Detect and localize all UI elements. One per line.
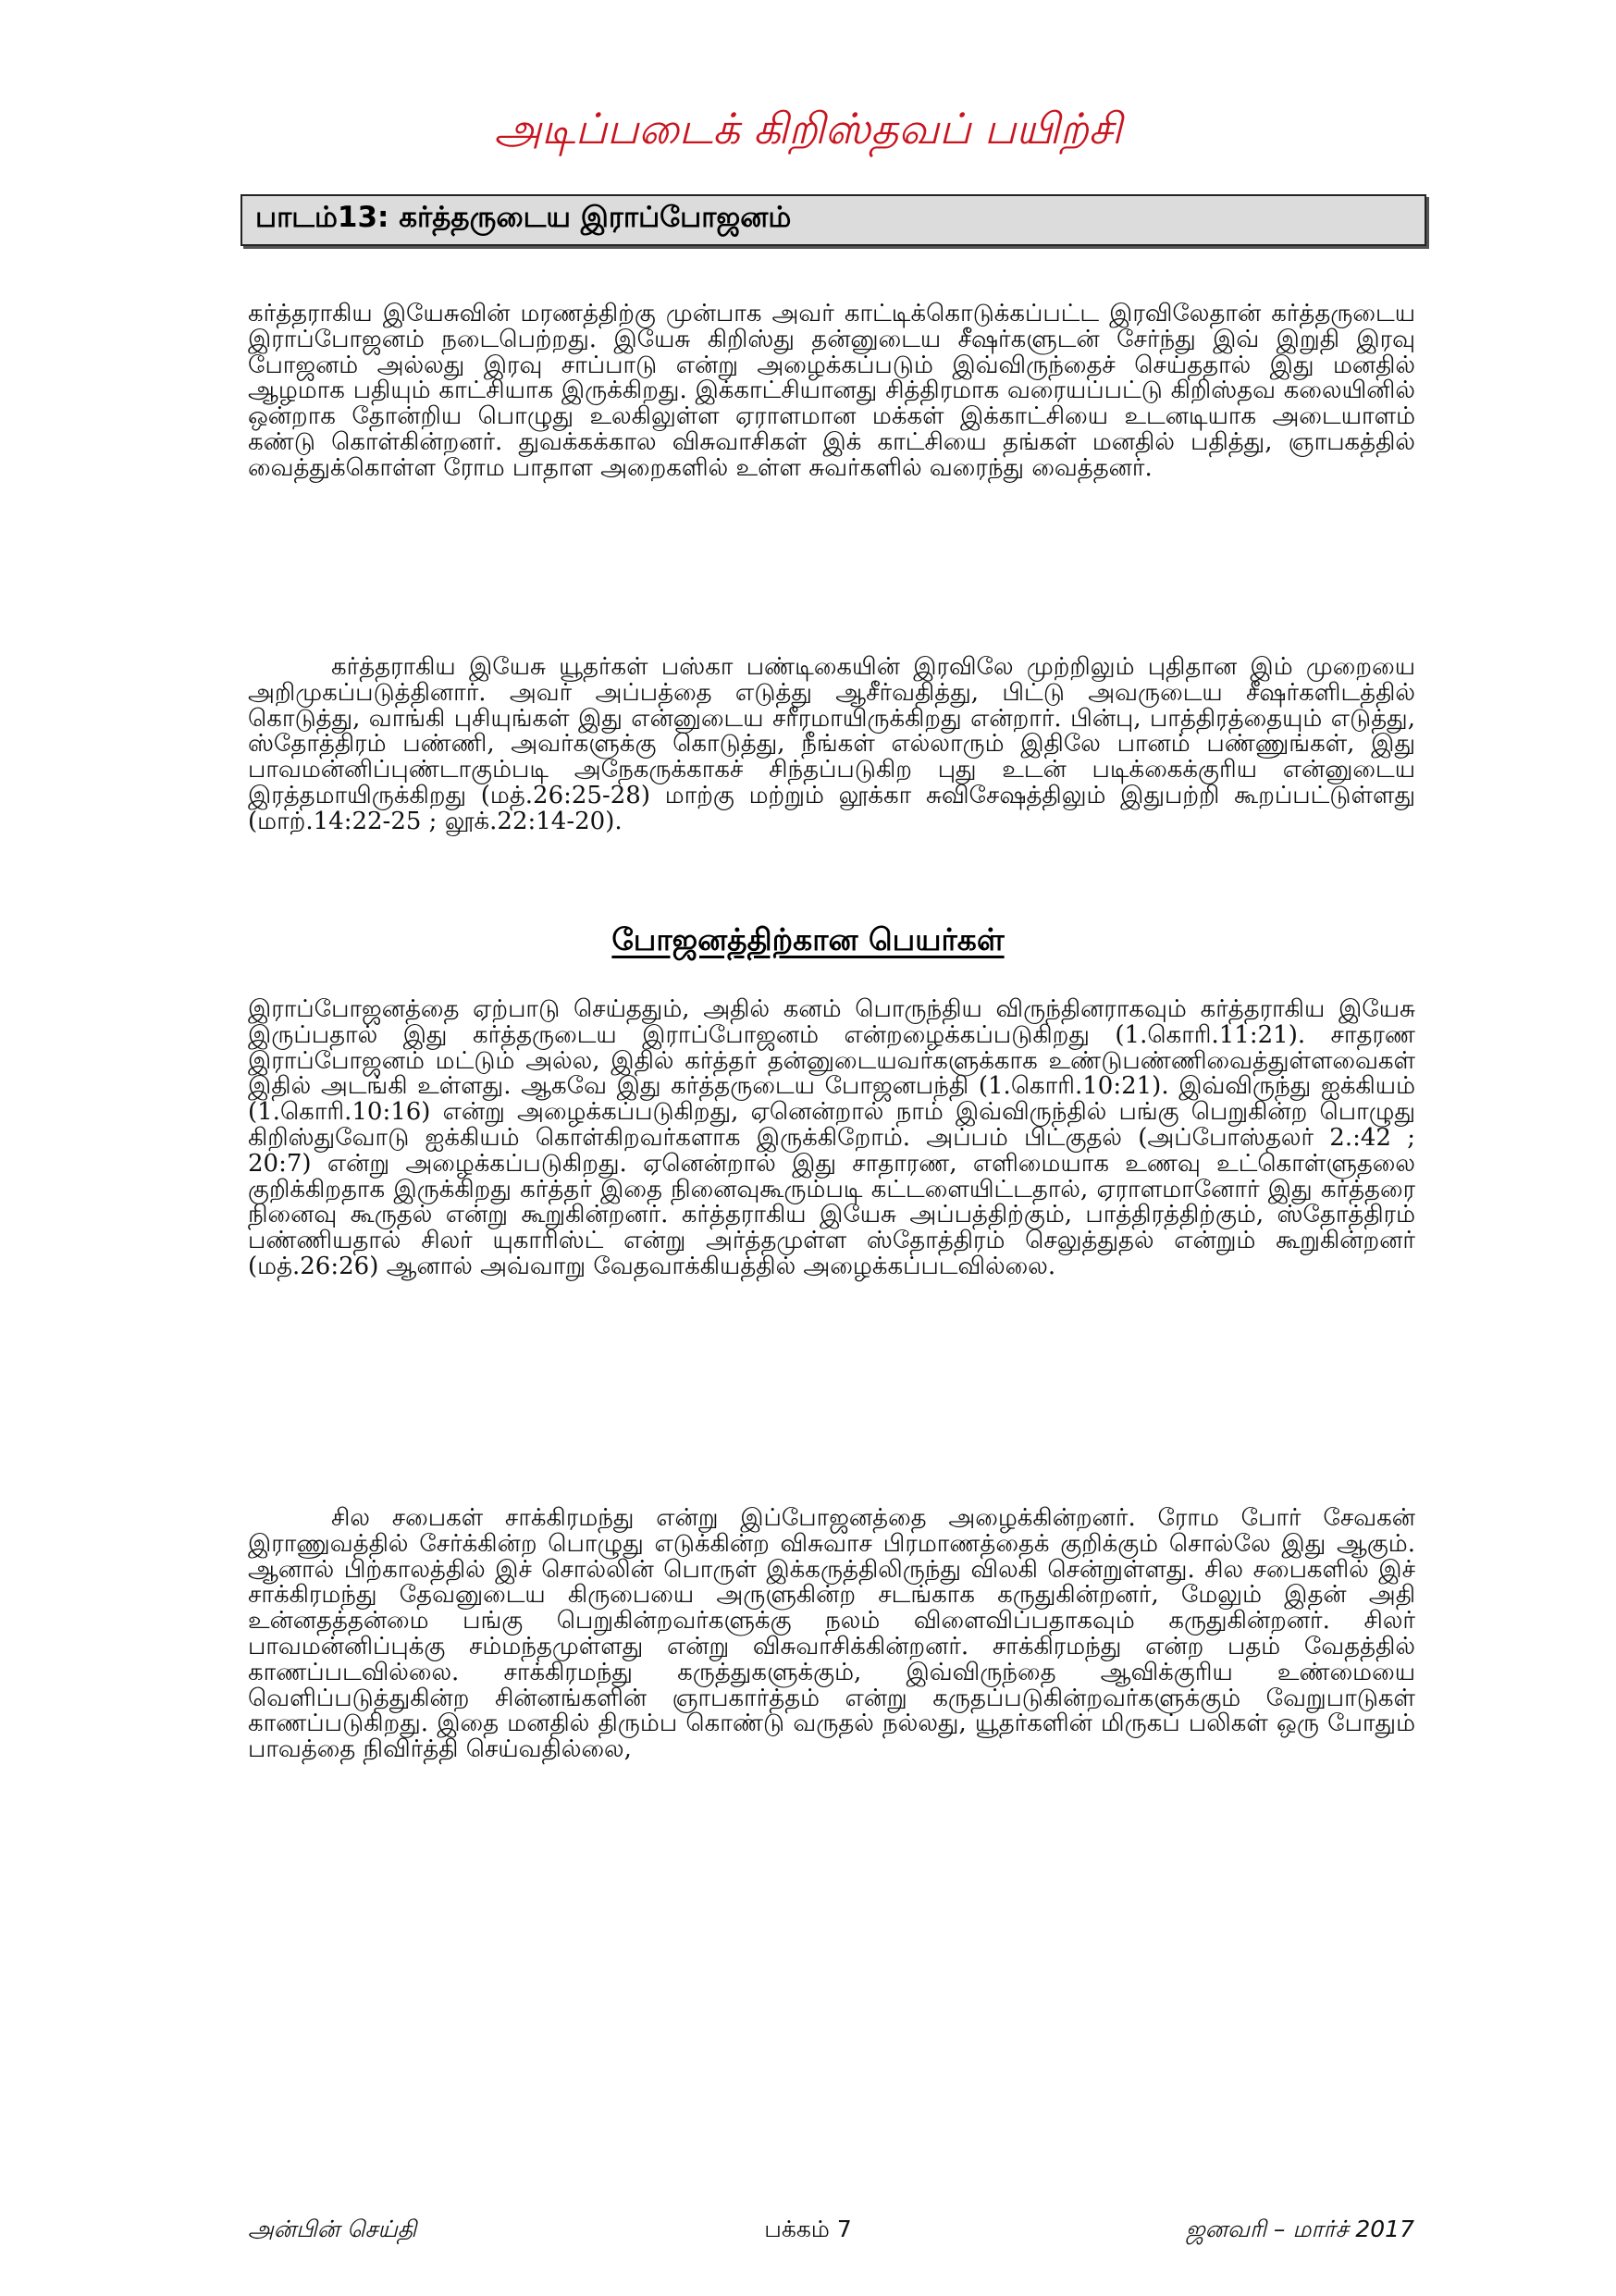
footer-page-number: பக்கம் 7	[764, 2216, 852, 2242]
paragraph-passover: கர்த்தராகிய இயேசு யூதர்கள் பஸ்கா பண்டிகையின் இரவிலே முற்றிலும் புதிதான இம் முறையை அறிமுகப்படுத்தினார். அவர் அப்பத்தை எடுத்து ஆசீர்வதித்து, பிட்டு அவருடைய சீஷர்களிடத்தில் கொடுத்து, வாங்கி புசியுங்கள் இது என்னுடைய சரீரமாயிருக்கிறது என்றார். பின்பு, பாத்திரத்தையும் எடுத்து, ஸ்தோத்திரம் பண்ணி, அவர்களுக்கு கொடுத்து, நீங்கள் எல்லாரும் இதிலே பானம் பண்ணுங்கள், இது பாவமன்னிப்புண்டாகும்படி அநேகருக்காகச் சிந்தப்படுகிற புது உடன் படிக்கைக்குரிய என்னுடைய இரத்தமாயிருக்கிறது (மத்.26:25-28) மாற்கு மற்றும் லூக்கா சுவிசேஷத்திலும் இதுபற்றி கூறப்பட்டுள்ளது (மாற்.14:22-25 ; லூக்.22:14-20).	[248, 653, 1415, 835]
page-header-title: அடிப்படைக் கிறிஸ்தவப் பயிற்சி	[494, 104, 1122, 154]
lesson-title-box	[241, 194, 1426, 246]
paragraph-intro: கர்த்தராகிய இயேசுவின் மரணத்திற்கு முன்பாக அவர் காட்டிக்கொடுக்கப்பட்ட இரவிலேதான் கர்த்தருடைய இராப்போஜனம் நடைபெற்றது. இயேசு கிறிஸ்து தன்னுடைய சீஷர்களுடன் சேர்ந்து இவ் இறுதி இரவு போஜனம் அல்லது இரவு சாப்பாடு என்று அழைக்கப்படும் இவ்விருந்தைச் செய்ததால் இது மனதில் ஆழமாக பதியும் காட்சியாக இருக்கிறது. இக்காட்சியானது சித்திரமாக வரையப்பட்டு கிறிஸ்தவ கலையினில் ஒன்றாக தோன்றிய பொழுது உலகிலுள்ள ஏராளமான மக்கள் இக்காட்சியை உடனடியாக அடையாளம் கண்டு கொள்கின்றனர். துவக்கக்கால விசுவாசிகள் இக் காட்சியை தங்கள் மனதில் பதித்து, ஞாபகத்தில் வைத்துக்கொள்ள ரோம பாதாள அறைகளில் உள்ள சுவர்களில் வரைந்து வைத்தனர்.	[248, 300, 1415, 482]
paragraph-names: இராப்போஜனத்தை ஏற்பாடு செய்ததும், அதில் கனம் பொருந்திய விருந்தினராகவும் கர்த்தராகிய இயேசு இருப்பதால் இது கர்த்தருடைய இராப்போஜனம் என்றழைக்கப்படுகிறது (1.கொரி.11:21). சாதரண இராப்போஜனம் மட்டும் அல்ல, இதில் கர்த்தர் தன்னுடையவர்களுக்காக உண்டுபண்ணிவைத்துள்ளவைகள் இதில் அடங்கி உள்ளது. ஆகவே இது கர்த்தருடைய போஜனபந்தி (1.கொரி.10:21). இவ்விருந்து ஐக்கியம் (1.கொரி.10:16) என்று அழைக்கப்படுகிறது, ஏனென்றால் நாம் இவ்விருந்தில் பங்கு பெறுகின்ற பொழுது கிறிஸ்துவோடு ஐக்கியம் கொள்கிறவர்களாக இருக்கிறோம். அப்பம் பிட்குதல் (அப்போஸ்தலர் 2.:42 ; 20:7) என்று அழைக்கப்படுகிறது. ஏனென்றால் இது சாதாரண, எளிமையாக உணவு உட்கொள்ளுதலை குறிக்கிறதாக இருக்கிறது கர்த்தர் இதை நினைவுகூரும்படி கட்டளையிட்டதால், ஏராளமானோர் இது கர்த்தரை நினைவு கூருதல் என்று கூறுகின்றனர். கர்த்தராகிய இயேசு அப்பத்திற்கும், பாத்திரத்திற்கும், ஸ்தோத்திரம் பண்ணியதால் சிலர் யுகாரிஸ்ட் என்று அர்த்தமுள்ள ஸ்தோத்திரம் செலுத்துதல் என்றும் கூறுகின்றனர் (மத்.26:26) ஆனால் அவ்வாறு வேதவாக்கியத்தில் அழைக்கப்படவில்லை.	[248, 995, 1415, 1280]
section-heading-text: போஜனத்திற்கான பெயர்கள்	[611, 921, 1005, 957]
footer-publication: அன்பின் செய்தி	[248, 2216, 417, 2242]
lesson-title: பாடம்13: கர்த்தருடைய இராப்போஜனம்	[255, 201, 792, 234]
paragraph-sacrament: சில சபைகள் சாக்கிரமந்து என்று இப்போஜனத்தை அழைக்கின்றனர். ரோம போர் சேவகன் இராணுவத்தில் சேர்க்கின்ற பொழுது எடுக்கின்ற விசுவாச பிரமாணத்தைக் குறிக்கும் சொல்லே இது ஆகும். ஆனால் பிற்காலத்தில் இச் சொல்லின் பொருள் இக்கருத்திலிருந்து விலகி சென்றுள்ளது. சில சபைகளில் இச் சாக்கிரமந்து தேவனுடைய கிருபையை அருளுகின்ற சடங்காக கருதுகின்றனர், மேலும் இதன் அதி உன்னதத்தன்மை பங்கு பெறுகின்றவர்களுக்கு நலம் விளைவிப்பதாகவும் கருதுகின்றனர். சிலர் பாவமன்னிப்புக்கு சம்மந்தமுள்ளது என்று விசுவாசிக்கின்றனர். சாக்கிரமந்து என்ற பதம் வேதத்தில் காணப்படவில்லை. சாக்கிரமந்து கருத்துகளுக்கும், இவ்விருந்தை ஆவிக்குரிய உண்மையை வெளிப்படுத்துகின்ற சின்னங்களின் ஞாபகார்த்தம் என்று கருதப்படுகின்றவர்களுக்கும் வேறுபாடுகள் காணப்படுகிறது. இதை மனதில் திரும்ப கொண்டு வருதல் நல்லது, யூதர்களின் மிருகப் பலிகள் ஒரு போதும் பாவத்தை நிவிர்த்தி செய்வதில்லை,	[248, 1504, 1415, 1764]
footer-date: ஜனவரி – மார்ச் 2017	[1185, 2216, 1414, 2242]
section-heading	[0, 921, 1616, 962]
